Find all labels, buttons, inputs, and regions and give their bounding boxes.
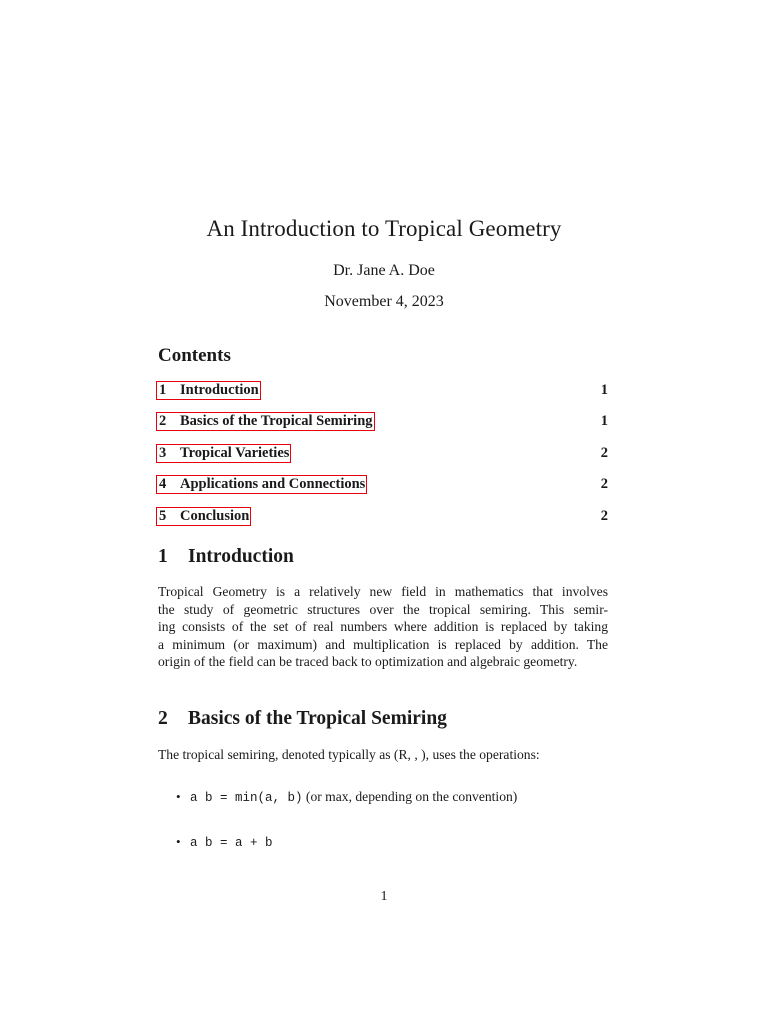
- toc-entry: [158, 507, 608, 527]
- bullet-dot-icon: •: [176, 834, 181, 849]
- bullet-text: (or max, depending on the convention): [302, 789, 518, 804]
- section-heading-basics: [158, 708, 447, 730]
- toc-entry-page: 2: [600, 508, 608, 524]
- basics-intro-text: [158, 746, 608, 764]
- section-title: Basics of the Tropical Semiring: [188, 708, 447, 729]
- bullet-item: [176, 834, 273, 850]
- toc-link-applications[interactable]: [156, 475, 367, 494]
- document-title: An Introduction to Tropical Geometry: [206, 216, 562, 241]
- toc-entry-number: 5: [159, 508, 167, 524]
- introduction-paragraph: [158, 583, 608, 671]
- bullet-item: [176, 789, 517, 805]
- paragraph-line: a minimum (or maximum) and multiplication is replaced by addition. The: [158, 636, 608, 652]
- toc-entry-number: 1: [159, 382, 167, 398]
- paragraph-line: The tropical semiring, denoted typically as (R, , ), uses the operations:: [158, 747, 540, 762]
- toc-entry-page: 2: [600, 445, 608, 461]
- document-author: Dr. Jane A. Doe: [333, 262, 435, 279]
- contents-heading: Contents: [158, 345, 231, 366]
- section-number: 1: [158, 546, 168, 567]
- section-title: Introduction: [188, 546, 294, 567]
- toc-entry-label: Basics of the Tropical Semiring: [180, 413, 373, 429]
- toc-entry: [158, 412, 608, 432]
- toc-entry-number: 2: [159, 413, 167, 429]
- bullet-code: a b = min(a, b): [190, 791, 303, 805]
- paragraph-line: origin of the field can be traced back to optimization and algebraic geometry.: [158, 654, 578, 669]
- toc-link-tropical-varieties[interactable]: [156, 444, 291, 463]
- toc-entry-label: Applications and Connections: [180, 476, 366, 492]
- bullet-dot-icon: •: [176, 789, 181, 804]
- toc-link-introduction[interactable]: [156, 381, 261, 400]
- toc-entry-page: 1: [600, 413, 608, 429]
- paragraph-line: Tropical Geometry is a relatively new field in mathematics that involves: [158, 584, 608, 599]
- toc-link-basics[interactable]: [156, 412, 375, 431]
- toc-entry-page: 2: [600, 476, 608, 492]
- section-number: 2: [158, 708, 168, 729]
- toc-entry-label: Introduction: [180, 382, 259, 398]
- toc-entry: [158, 475, 608, 495]
- toc-entry-label: Conclusion: [180, 508, 250, 524]
- toc-entry-label: Tropical Varieties: [180, 445, 290, 461]
- paragraph-line: ing consists of the set of real numbers where addition is replaced by taking: [158, 619, 608, 634]
- document-date: November 4, 2023: [324, 293, 444, 310]
- toc-entry-number: 3: [159, 445, 167, 461]
- toc-entry: [158, 381, 608, 401]
- toc-entry-number: 4: [159, 476, 167, 492]
- paragraph-line: the study of geometric structures over the tropical semiring. This semir-: [158, 601, 608, 617]
- toc-entry-page: 1: [600, 382, 608, 398]
- section-heading-introduction: [158, 546, 294, 568]
- toc-link-conclusion[interactable]: [156, 507, 251, 526]
- toc-entry: [158, 444, 608, 464]
- bullet-code: a b = a + b: [190, 836, 273, 850]
- page-number: 1: [380, 889, 388, 904]
